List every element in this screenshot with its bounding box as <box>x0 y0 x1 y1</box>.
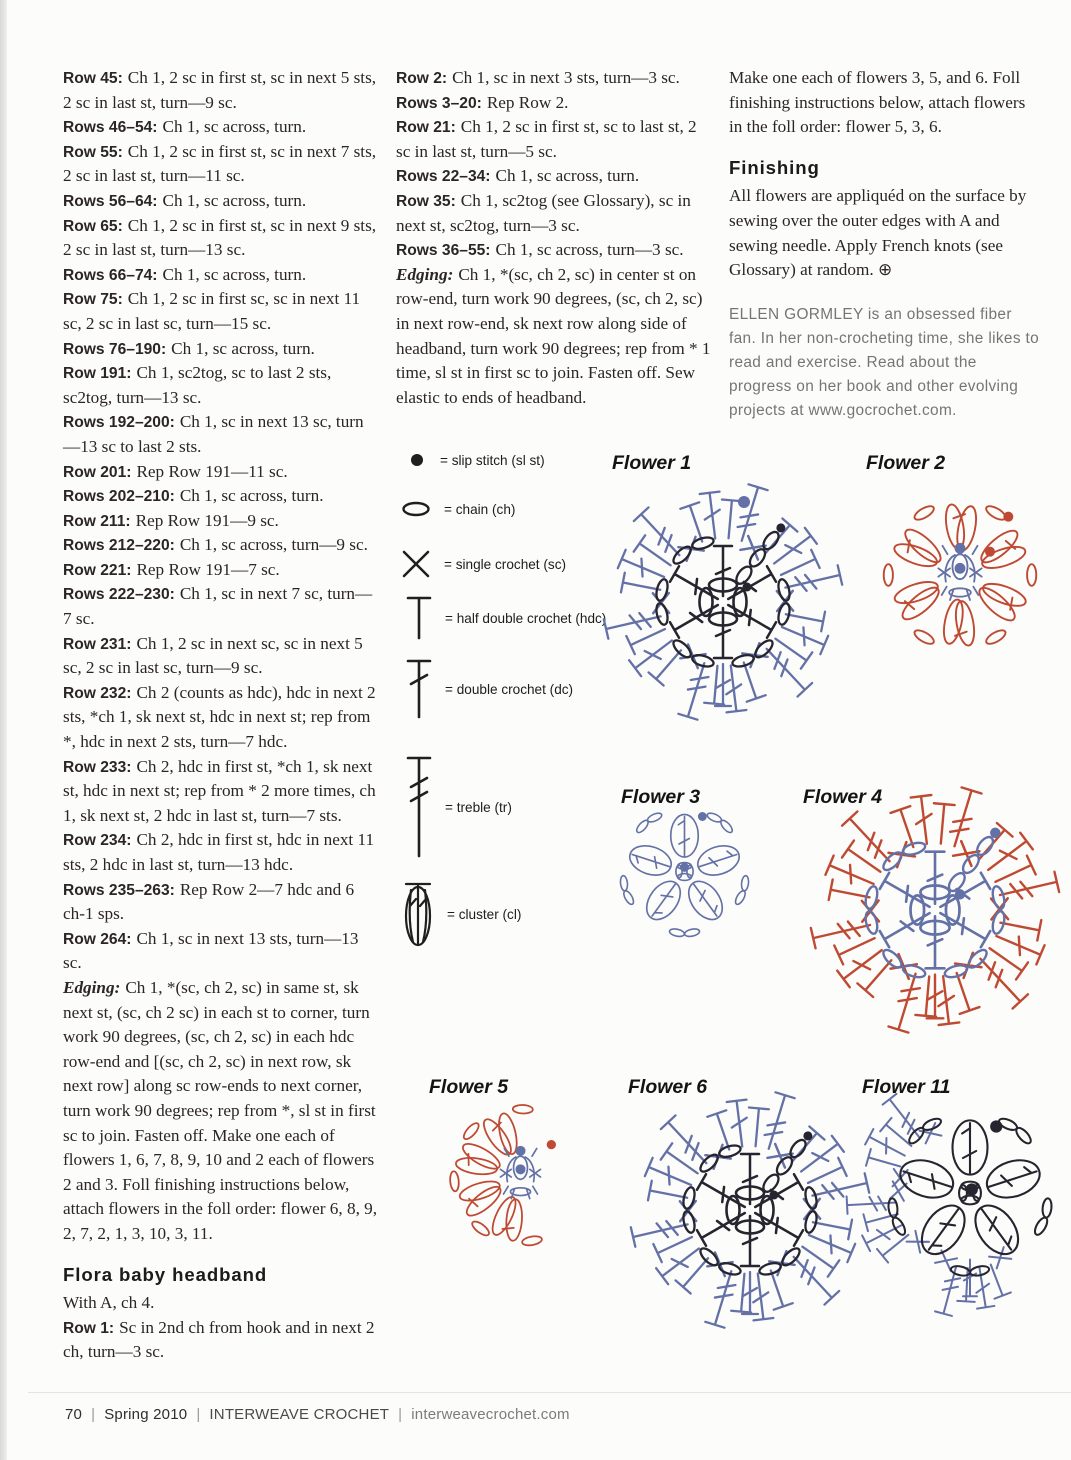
instruction-paragraph <box>63 976 378 1247</box>
row-text: Ch 1, sc across, turn. <box>162 264 307 284</box>
legend-label: = cluster (cl) <box>447 906 522 922</box>
row-text: Ch 1, 2 sc in first sc, sc in next 11 sc, 2 sc in last sc, turn—15 sc. <box>63 289 361 333</box>
row-label: Row 191: <box>63 365 132 383</box>
row-label: Row 234: <box>63 832 132 850</box>
row-label: Row 221: <box>63 561 132 579</box>
row-text: Ch 1, sc across, turn—3 sc. <box>495 240 684 260</box>
footer-website: interweavecrochet.com <box>411 1406 570 1423</box>
row-text: Ch 1, sc in next 13 sc, turn—13 sc to last 2 sts. <box>63 412 364 456</box>
instruction-paragraph <box>63 460 378 485</box>
row-label: Row 232: <box>63 684 132 702</box>
row-label: Row 264: <box>63 930 132 948</box>
single-crochet-symbol-icon <box>400 548 432 580</box>
row-text: Ch 1, sc across, turn. <box>162 117 307 137</box>
cluster-symbol-icon <box>403 880 435 948</box>
legend-label: = slip stitch (sl st) <box>440 452 545 468</box>
row-text: Ch 1, 2 sc in first st, sc in next 7 sts, 2 sc in last st, turn—11 sc. <box>63 141 377 186</box>
row-text: Ch 1, sc2tog, sc to last 2 sts, sc2tog, turn—13 sc. <box>63 363 332 407</box>
instruction-paragraph <box>63 484 378 509</box>
instruction-paragraph <box>63 927 378 976</box>
flower-2-diagram <box>860 475 1060 675</box>
legend-label: = single crochet (sc) <box>444 556 567 572</box>
row-text: Rep Row 191—11 sc. <box>136 461 288 481</box>
row-text: Ch 1, sc in next 3 sts, turn—3 sc. <box>452 68 680 87</box>
footer-separator: | <box>196 1406 201 1423</box>
half-double-crochet-symbol-icon <box>405 595 433 641</box>
legend-row-half-double-crochet <box>405 595 606 641</box>
row-label: Rows 192–200: <box>63 414 175 432</box>
instruction-paragraph <box>63 287 378 336</box>
row-label: Rows 212–220: <box>63 537 175 555</box>
instruction-paragraph <box>63 189 378 214</box>
row-label: Row 1: <box>63 1319 115 1337</box>
instruction-paragraph <box>396 189 715 238</box>
row-text: Ch 1, sc across, turn. <box>495 166 640 186</box>
flower-11-diagram <box>865 1088 1071 1298</box>
instruction-paragraph <box>63 337 378 362</box>
finishing-text: All flowers are appliquéd on the surface by sewing over the outer edges with A and sewing needle. Apply French knots (see Glossary) at random. <box>729 186 1027 280</box>
instruction-paragraph <box>63 681 378 755</box>
instruction-paragraph <box>396 263 715 411</box>
row-label: Row 75: <box>63 291 123 309</box>
instruction-paragraph <box>63 1291 378 1316</box>
row-text: Ch 2, hdc in first st, *ch 1, sk next st, hdc in next st; rep from * 2 more times, ch 1, sk next st, 2 hdc in last st, turn—7 sts. <box>63 756 376 825</box>
row-text: Ch 1, sc across, turn. <box>162 190 307 210</box>
legend-label: = chain (ch) <box>444 501 516 517</box>
chain-symbol-icon <box>401 500 432 518</box>
legend-row-single-crochet <box>400 548 566 580</box>
row-label: Rows 56–64: <box>63 192 158 210</box>
flower-3-diagram <box>602 789 767 954</box>
row-text: Ch 1, 2 sc in first st, sc in next 5 sts, 2 sc in last st, turn—9 sc. <box>63 68 377 112</box>
row-text: Rep Row 2. <box>486 92 569 112</box>
flower-6-diagram <box>630 1090 870 1330</box>
instruction-paragraph <box>63 755 378 829</box>
flower-1-label: Flower 1 <box>612 452 692 474</box>
legend-row-slip-stitch <box>406 450 545 470</box>
instruction-paragraph <box>63 263 378 288</box>
row-text: Ch 1, sc across, turn—9 sc. <box>179 535 368 555</box>
instruction-paragraph <box>396 115 715 164</box>
flower-6-label: Flower 6 <box>628 1076 708 1098</box>
row-label: Rows 36–55: <box>396 242 491 260</box>
instruction-list-3 <box>396 66 715 410</box>
row-label: Row 231: <box>63 635 132 653</box>
make-flowers-paragraph: Make one each of flowers 3, 5, and 6. Foll finishing instructions below, attach flowers in the foll order: flower 5, 3, 6. <box>729 68 1026 137</box>
row-label: Rows 46–54: <box>63 119 158 137</box>
row-text: Ch 1, sc2tog (see Glossary), sc in next st, sc2tog, turn—3 sc. <box>396 190 691 235</box>
row-label: Rows 66–74: <box>63 266 158 284</box>
row-text: Ch 1, sc across, turn. <box>179 486 324 506</box>
row-label: Row 211: <box>63 512 131 530</box>
instruction-paragraph <box>396 238 715 263</box>
instruction-paragraph <box>396 66 715 91</box>
row-text: Ch 1, 2 sc in first st, sc to last st, 2 sc in last st, turn—5 sc. <box>396 117 697 161</box>
row-label: Row 233: <box>63 758 132 776</box>
footer <box>65 1406 570 1423</box>
column-left <box>63 66 378 1365</box>
instruction-paragraph <box>63 140 378 189</box>
instruction-paragraph <box>63 558 378 583</box>
row-label: Row 201: <box>63 463 132 481</box>
slip-stitch-symbol-icon <box>406 450 428 470</box>
legend-row-treble <box>405 755 512 859</box>
instruction-paragraph <box>63 66 378 115</box>
legend-label: = double crochet (dc) <box>445 681 574 697</box>
instruction-paragraph <box>63 361 378 410</box>
instruction-paragraph <box>63 582 378 631</box>
instruction-list-1 <box>63 66 378 1247</box>
legend-row-cluster <box>403 880 521 948</box>
scan-edge-shadow <box>0 0 7 1460</box>
end-ornament-icon: ⊕ <box>877 260 893 280</box>
instruction-paragraph <box>63 509 378 534</box>
instruction-list-2 <box>63 1291 378 1365</box>
row-text: Rep Row 2—7 hdc and 6 ch-1 sps. <box>63 879 355 924</box>
row-label: Row 2: <box>396 70 448 87</box>
row-text: Ch 1, 2 sc in first st, sc in next 9 sts, 2 sc in last st, turn—13 sc. <box>63 215 377 260</box>
instruction-paragraph <box>63 410 378 459</box>
legend-label: = treble (tr) <box>445 799 512 815</box>
legend-label: = half double crochet (hdc) <box>445 610 607 626</box>
flower-3-label: Flower 3 <box>621 786 701 808</box>
section-heading-finishing: Finishing <box>729 156 820 178</box>
instruction-paragraph <box>63 828 378 877</box>
row-label: Rows 76–190: <box>63 340 167 358</box>
row-label: Row 55: <box>63 143 123 161</box>
footer-separator: | <box>91 1406 96 1423</box>
flower-4-label: Flower 4 <box>803 786 883 808</box>
flower-1-diagram <box>603 482 843 722</box>
instruction-paragraph <box>396 164 715 189</box>
row-text: Ch 1, 2 sc in next sc, sc in next 5 sc, 2 sc in last sc, turn—9 sc. <box>63 633 363 678</box>
instruction-paragraph <box>63 533 378 558</box>
footer-season: Spring 2010 <box>104 1406 188 1423</box>
row-label: Rows 3–20: <box>396 94 482 112</box>
author-bio: ELLEN GORMLEY is an obsessed fiber fan. In her non-crocheting time, she likes to read and exercise. Read about the progress on her book and other evolving projects at www.gocrochet.com. <box>729 305 1040 419</box>
row-label: Rows 235–263: <box>63 881 175 899</box>
row-text: Rep Row 191—7 sc. <box>136 559 280 579</box>
legend-row-chain <box>401 500 515 518</box>
flower-11-label: Flower 11 <box>862 1076 951 1098</box>
section-heading-flora-baby-headband: Flora baby headband <box>63 1263 268 1285</box>
treble-symbol-icon <box>405 755 433 859</box>
instruction-paragraph <box>63 632 378 681</box>
row-label: Edging: <box>63 977 121 997</box>
row-text: Ch 1, *(sc, ch 2, sc) in same st, sk next st, (sc, ch 2 sc) in each st to corner, turn work 90 degrees, (sc, ch 2, sc) in each hdc row-end and [(sc, ch 2, sc) in next row, sk next row] along sc row-ends to next corner, turn work 90 degrees; rep from *, sl st in first sc to join. Fasten off. Make one each of flowers 1, 6, 7, 8, 9, 10 and 2 each of flowers 2 and 3. Foll finishing instructions below, attach flowers in the foll order: flower 6, 8, 9, 2, 7, 2, 1, 3, 10, 3, 11. <box>63 977 378 1243</box>
row-text: With A, ch 4. <box>63 1293 155 1313</box>
page-number: 70 <box>65 1406 83 1423</box>
row-label: Edging: <box>396 264 454 284</box>
row-label: Rows 22–34: <box>396 168 491 186</box>
instruction-paragraph <box>63 115 378 140</box>
flower-5-label: Flower 5 <box>429 1076 509 1098</box>
footer-separator: | <box>398 1406 403 1423</box>
row-label: Row 35: <box>396 192 456 210</box>
column-right <box>729 66 1042 438</box>
row-label: Rows 202–210: <box>63 488 175 506</box>
row-text: Ch 1, sc in next 7 sc, turn—7 sc. <box>63 584 373 629</box>
instruction-paragraph <box>63 1316 378 1365</box>
instruction-paragraph <box>396 91 715 116</box>
row-label: Rows 222–230: <box>63 586 175 604</box>
footer-magazine-name: INTERWEAVE CROCHET <box>209 1406 390 1423</box>
instruction-paragraph <box>63 214 378 263</box>
instruction-paragraph <box>63 878 378 927</box>
flower-5-diagram <box>428 1083 613 1268</box>
row-label: Row 21: <box>396 119 456 137</box>
finishing-paragraph <box>729 184 1042 282</box>
footer-rule <box>28 1392 1071 1393</box>
double-crochet-symbol-icon <box>405 658 433 720</box>
row-label: Row 45: <box>63 70 123 87</box>
row-text: Ch 2 (counts as hdc), hdc in next 2 sts, *ch 1, sk next st, hdc in next st; rep from *, hdc in next 2 sts, turn—7 hdc. <box>63 682 376 752</box>
flower-2-label: Flower 2 <box>866 452 946 474</box>
flower-4-diagram <box>810 785 1060 1035</box>
column-middle <box>396 66 715 410</box>
legend-row-double-crochet <box>405 658 573 720</box>
row-text: Ch 1, sc in next 13 sts, turn—13 sc. <box>63 928 359 973</box>
row-text: Sc in 2nd ch from hook and in next 2 ch, turn—3 sc. <box>63 1317 375 1362</box>
row-text: Rep Row 191—9 sc. <box>135 510 279 530</box>
row-text: Ch 2, hdc in first st, hdc in next 11 sts, 2 hdc in last st, turn—13 hdc. <box>63 830 375 874</box>
row-label: Row 65: <box>63 217 123 235</box>
row-text: Ch 1, *(sc, ch 2, sc) in center st on row-end, turn work 90 degrees, (sc, ch 2, sc) in next row-end, sk next row along side of headband, turn work 90 degrees; rep from * 1 time, sl st in first sc to join. Fasten off. Sew elastic to ends of headband. <box>396 264 711 407</box>
row-text: Ch 1, sc across, turn. <box>171 338 315 358</box>
